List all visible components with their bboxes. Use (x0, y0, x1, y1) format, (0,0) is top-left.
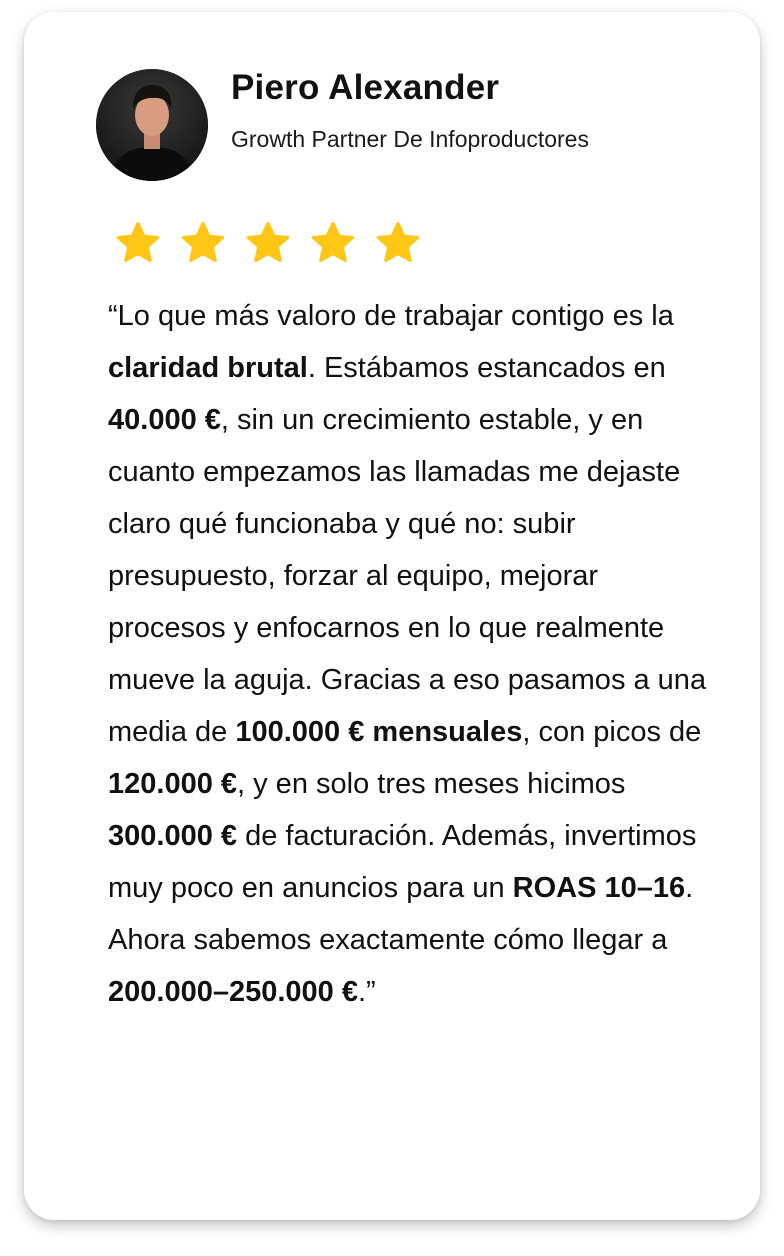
highlight-text: 300.000 € (108, 820, 238, 852)
body-text: , y en solo tres meses hicimos (237, 768, 626, 800)
body-text: , sin un crecimiento estable, y en cuanto empezamos las llamadas me dejaste claro qué funcionaba y qué no: subir presupuesto, forzar al equipo, mejorar procesos y enfocarnos en lo que realmente mueve la aguja. Gracias a eso pasamos a una media de (108, 404, 707, 748)
body-text: de facturación. Además, invertimos muy poco en anuncios para un (108, 820, 697, 904)
avatar (96, 69, 208, 181)
highlight-text: ROAS 10–16 (512, 872, 686, 904)
body-text: “Lo que más valoro de trabajar contigo es la (108, 300, 674, 332)
reviewer-role: Growth Partner De Infoproductores (231, 126, 589, 152)
star-icon (309, 220, 357, 268)
highlight-text: 200.000–250.000 € (108, 976, 358, 1008)
highlight-text: 100.000 € mensuales (235, 716, 523, 748)
testimonial-text (108, 290, 708, 1018)
body-text: . Estábamos estancados en (307, 352, 666, 384)
body-text: . Ahora sabemos exactamente cómo llegar a (108, 872, 694, 956)
star-icon (114, 220, 162, 268)
highlight-text: 40.000 € (108, 404, 221, 436)
star-icon (244, 220, 292, 268)
star-icon (179, 220, 227, 268)
testimonial-card (24, 12, 760, 1220)
highlight-text: claridad brutal (108, 352, 308, 384)
person-avatar-icon (96, 69, 208, 181)
reviewer-name: Piero Alexander (231, 68, 500, 107)
star-rating (114, 220, 422, 268)
body-text: , con picos de (522, 716, 702, 748)
body-text: .” (357, 976, 376, 1008)
star-icon (374, 220, 422, 268)
highlight-text: 120.000 € (108, 768, 238, 800)
